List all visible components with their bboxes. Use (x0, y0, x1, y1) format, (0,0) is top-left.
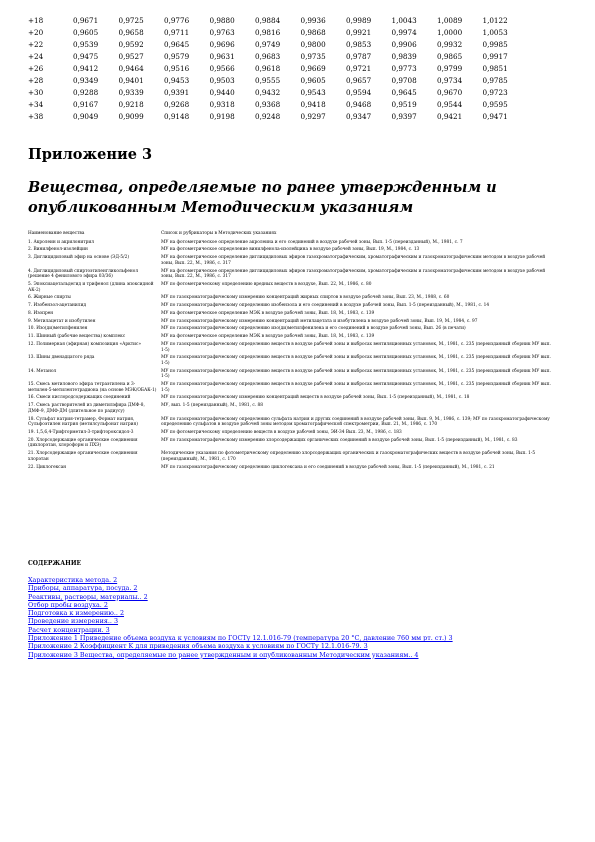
method-reference: МУ по газохроматографическому измерению концентраций веществ в воздухе рабочей зоны, Вып. 1-5 (переизданный), М., 1981, с. 18 (161, 395, 470, 401)
table-row (28, 429, 553, 437)
coefficient-cell: 0,9595 (482, 99, 508, 109)
substance-name: 2. Винилфенол-изолейцин (28, 247, 88, 253)
coefficient-cell: 0,9670 (437, 87, 463, 97)
coefficient-cell: 0,9475 (73, 51, 99, 61)
coefficient-cell: 0,9917 (482, 51, 508, 61)
method-reference: Методические указания по фотометрическому определению хлорсодержащих органических и газохроматографических веществ в воздухе рабочей зоны, Вып. 1-5 (переизданный), М., 1981, с. 170 (161, 451, 536, 462)
table-row (28, 318, 553, 326)
table-row (28, 294, 553, 302)
method-reference: МУ по газохроматографическому определению изо(ди)метилфенилена и его соединений в воздухе рабочей зоны, Вып. 26 (в печати) (161, 326, 466, 332)
coefficient-cell: 0,9519 (391, 99, 417, 109)
toc-link[interactable]: Расчет концентрации. 3 (28, 625, 110, 634)
coefficient-cell: 0,9708 (391, 75, 417, 85)
coefficient-cell: 0,9763 (209, 27, 235, 37)
method-reference: МУ по газохроматографическому определению веществ в воздухе рабочей зоны и выбросах вентиляционных установок, М., 1981, с. 235 (переизданный сборник МУ вып. 1-5) (161, 341, 551, 353)
method-reference: МУ по газохроматографическому определению веществ в воздухе рабочей зоны и выбросах вентиляционных установок, М., 1981, с. 235 (переизданный сборник МУ вып. 1-5) (161, 382, 551, 393)
coefficient-cell: 0,9906 (391, 39, 417, 49)
substance-name: 13. Шины двенадцатого ряда (28, 355, 95, 361)
coefficient-cell: 0,9974 (391, 27, 417, 37)
coefficient-cell: 0,9776 (164, 15, 190, 25)
table-row (28, 254, 553, 267)
coefficient-cell: 0,9884 (255, 15, 281, 25)
appendix-heading: Приложение 3 (28, 146, 153, 163)
substance-name: 6. Жирные спирты (28, 295, 71, 301)
coefficient-cell: 0,9749 (255, 39, 281, 49)
table-row (28, 110, 528, 122)
substance-name: 4. Диглицидиловый спиртоэтиленгликольфенол (решение 4 фенилового эфира 03/36) (28, 268, 139, 280)
coefficient-cell: 1,0122 (482, 15, 508, 25)
substance-name: 9. Метилацетат и изобутилен (28, 318, 96, 324)
coefficient-cell: 0,9734 (437, 75, 463, 85)
temperature-cell: +30 (28, 87, 44, 97)
method-reference: МУ на фотометрическое определение винилфенола-изолейцина в воздухе рабочей зоны, Вып. 19, М., 1984, с. 13 (161, 247, 420, 253)
substances-header-row (28, 230, 553, 239)
substance-name: 16. Смеси кислородсодержащих соединений (28, 395, 131, 401)
coefficient-cell: 0,9368 (255, 99, 281, 109)
table-row (28, 281, 553, 294)
toc-heading: СОДЕРЖАНИЕ (28, 560, 82, 567)
table-row (28, 98, 528, 110)
table-row (28, 310, 553, 318)
table-row (28, 246, 553, 254)
method-reference: МУ на фотометрическое определение диглицидиловых эфиров газохроматографическим, хроматографическим и газохроматографическим методом в воздухе рабочей зоны, Вып. 22, М., 1986, с. 317 (161, 268, 546, 280)
coefficient-cell: 0,9605 (73, 27, 99, 37)
coefficient-cell: 0,9198 (209, 111, 235, 121)
coefficient-cell: 0,9397 (391, 111, 417, 121)
substance-name: 1. Акролеин и акрилонитрил (28, 239, 94, 245)
coefficient-cell: 0,9594 (346, 87, 372, 97)
coefficient-cell: 0,9453 (164, 75, 190, 85)
coefficient-cell: 0,9932 (437, 39, 463, 49)
coefficient-cell: 0,9318 (209, 99, 235, 109)
method-reference: МУ по фотометрическому определению вредных веществ в воздухе, Вып. 22, М., 1986, с. 80 (161, 281, 372, 287)
coefficient-cell: 0,9816 (255, 27, 281, 37)
coefficient-cell: 0,9880 (209, 15, 235, 25)
coefficient-cell: 0,9787 (346, 51, 372, 61)
method-reference: МУ на фотометрическое определение акролеина и его соединений в воздухе рабочей зоны, Вып. 1-5 (переизданный), М., 1981, с. 7 (161, 239, 463, 245)
table-row (28, 302, 553, 310)
table-row (28, 14, 528, 26)
header-reference: Список и рубрикаторы в Методических указаниях (161, 231, 277, 236)
substance-name: 18. Сульфат натрия-тетрамер, Формат натрия, Сульфоэтилен натрия (метилсульфонат натрия) (28, 416, 138, 428)
coefficient-cell: 0,9049 (73, 111, 99, 121)
temperature-cell: +18 (28, 15, 44, 25)
substance-name: 17. Смесь растворителей из диметилэфира ДМФ-8, ДМФ-9, ДМФ-ДМ (длительное по радиусу) (28, 403, 145, 414)
coefficient-cell: 0,9339 (118, 87, 144, 97)
toc-link[interactable]: Проведение измерения.. 3 (28, 617, 119, 626)
coefficient-cell: 0,9248 (255, 111, 281, 121)
coefficient-cell: 0,9349 (73, 75, 99, 85)
substance-name: 10. Изо(ди)метилфенилен (28, 326, 88, 332)
toc-link[interactable]: Приложение 2 Коэффициент K для приведения объема воздуха к условиям по ГОСТу 12.1.016-79. 3 (28, 642, 368, 651)
coefficient-cell: 0,9773 (391, 63, 417, 73)
coefficient-cell: 0,9288 (73, 87, 99, 97)
table-row (28, 239, 553, 247)
table-row (28, 86, 528, 98)
coefficient-cell: 0,9669 (300, 63, 326, 73)
coefficient-cell: 0,9539 (73, 39, 99, 49)
table-row (28, 50, 528, 62)
coefficient-cell: 0,9421 (437, 111, 463, 121)
coefficient-cell: 0,9631 (209, 51, 235, 61)
method-reference: МУ по газохроматографическому измерению концентраций жирных спиртов в воздухе рабочей зоны, Вып. 23, М., 1988, с. 60 (161, 295, 450, 301)
table-row (28, 450, 553, 463)
coefficient-cell: 0,9471 (482, 111, 508, 121)
method-reference: МУ по фотометрическому определению веществ в воздухе рабочей зоны, ЭИ-34 Вып. 23, М., 1986, с. 183 (161, 430, 402, 435)
coefficient-cell: 0,9468 (346, 99, 372, 109)
coefficient-cell: 0,9218 (118, 99, 144, 109)
method-reference: МУ на фотометрическое определение диглицидиловых эфиров газохроматографическим, хроматографическим и газохроматографическим методом в воздухе рабочей зоны, Вып. 22, М., 1986, с. 317 (161, 255, 546, 266)
method-reference: МУ по газохроматографическому определению веществ в воздухе рабочей зоны и выбросах вентиляционных установок, М., 1981, с. 235 (переизданный сборник МУ вып. 1-5) (161, 368, 551, 380)
substance-name: 20. Хлорсодержащие органические соединения (дихлорэтан, хлороформ и ПХЭ) (28, 437, 138, 449)
temperature-cell: +28 (28, 75, 44, 85)
appendix-title: Вещества, определяемые по ранее утвержденным и опубликованным Методическим указаниям (28, 179, 497, 216)
substance-name: 22. Циклогексан (28, 464, 67, 470)
coefficient-cell: 0,9527 (118, 51, 144, 61)
coefficient-cell: 0,9799 (437, 63, 463, 73)
substance-name: 3. Диглицидиловый эфир на основе (ЭД-5/2) (28, 255, 130, 261)
coefficient-cell: 0,9543 (300, 87, 326, 97)
coefficient-cell: 0,9800 (300, 39, 326, 49)
coefficient-cell: 0,9671 (73, 15, 99, 25)
coefficient-cell: 1,0089 (437, 15, 463, 25)
method-reference: МУ на фотометрическое определение МЭК в воздухе рабочей зоны, Вып. 18, М., 1983, с. 139 (161, 310, 375, 316)
coefficient-cell: 0,9921 (346, 27, 372, 37)
coefficient-cell: 0,9297 (300, 111, 326, 121)
substance-name: 11. Шинный (рабочие вещества) комплекс (28, 334, 126, 340)
coefficient-cell: 0,9418 (300, 99, 326, 109)
substances-table (28, 230, 553, 471)
coefficient-cell: 0,9148 (164, 111, 190, 121)
table-row (28, 394, 553, 402)
coefficient-table (28, 14, 528, 122)
substance-name: 12. Полимерная (эфирная) композиция «Арктис» (28, 341, 142, 347)
coefficient-cell: 0,9401 (118, 75, 144, 85)
coefficient-cell: 0,9645 (391, 87, 417, 97)
table-row (28, 325, 553, 333)
table-row (28, 26, 528, 38)
header-substance: Наименование вещества (28, 231, 85, 236)
table-of-contents (28, 560, 573, 659)
coefficient-cell: 0,9865 (437, 51, 463, 61)
toc-list (28, 576, 573, 659)
coefficient-cell: 0,9432 (255, 87, 281, 97)
table-row (28, 437, 553, 450)
coefficient-cell: 0,9985 (482, 39, 508, 49)
toc-link[interactable]: Приложение 1 Приведение объема воздуха к условиям по ГОСТу 12.1.016-79 (температура 20 °С, давление 760 мм рт. ст.) 3 (28, 634, 453, 643)
method-reference: МУ по газохроматографическому определению изобензола и его соединений в воздухе рабочей зоны, Вып. 1-5 (переизданный), М., 1981, с. 14 (161, 303, 490, 309)
coefficient-cell: 0,9555 (255, 75, 281, 85)
table-row (28, 333, 553, 341)
method-reference: МУ, вып. 1-5 (переизданный), М., 1981, с. 88 (161, 403, 263, 409)
coefficient-cell: 0,9099 (118, 111, 144, 121)
method-reference: МУ по газохроматографическому измерению хлорсодержащих органических соединений в воздухе рабочей зоны, Вып. 1-5 (переизданный), М., 1981, с. 83 (161, 437, 518, 443)
toc-link[interactable]: Подготовка к измерению.. 2 (28, 609, 125, 618)
table-row (28, 268, 553, 281)
coefficient-cell: 0,9579 (164, 51, 190, 61)
coefficient-cell: 0,9645 (164, 39, 190, 49)
coefficient-cell: 0,9683 (255, 51, 281, 61)
coefficient-cell: 1,0053 (482, 27, 508, 37)
method-reference: МУ по газохроматографическому измерению концентраций метилацетата и изобутилена в воздухе рабочей зоны, Вып. 19, М., 1984, с. 97 (161, 318, 478, 324)
coefficient-cell: 0,9658 (118, 27, 144, 37)
coefficient-cell: 1,0043 (391, 15, 417, 25)
toc-link[interactable]: Реактивы, растворы, материалы.. 2 (28, 592, 148, 601)
method-reference: МУ на фотометрическое определение МЭК в воздухе рабочей зоны, Вып. 18, М., 1983, с. 139 (161, 334, 375, 340)
temperature-cell: +38 (28, 111, 44, 121)
coefficient-cell: 0,9412 (73, 63, 99, 73)
method-reference: МУ по газохроматографическому определению циклогексана и его соединений в воздухе рабочей зоны, Вып. 1-5 (переизданный), М., 1981, с. 21 (161, 464, 495, 470)
coefficient-cell: 0,9618 (255, 63, 281, 73)
table-row (28, 368, 553, 381)
substance-name: 5. Эпоксиацетальдегид и трифенол (длина эпоксидной АК-2) (28, 281, 154, 293)
coefficient-cell: 0,9592 (118, 39, 144, 49)
coefficient-cell: 0,9721 (346, 63, 372, 73)
toc-link[interactable]: Приборы, аппаратура, посуда. 2 (28, 584, 138, 593)
coefficient-cell: 1,0000 (437, 27, 463, 37)
substance-name: 8. Изопрен (28, 310, 54, 316)
temperature-cell: +26 (28, 63, 44, 73)
coefficient-cell: 0,9657 (346, 75, 372, 85)
coefficient-cell: 0,9391 (164, 87, 190, 97)
table-row (28, 341, 553, 354)
temperature-cell: +20 (28, 27, 44, 37)
coefficient-cell: 0,9839 (391, 51, 417, 61)
table-row (28, 464, 553, 472)
coefficient-cell: 0,9868 (300, 27, 326, 37)
temperature-cell: +22 (28, 39, 44, 49)
table-row (28, 38, 528, 50)
coefficient-cell: 0,9785 (482, 75, 508, 85)
table-row (28, 381, 553, 394)
toc-link[interactable]: Характеристика метода. 2 (28, 576, 118, 584)
table-row (28, 354, 553, 367)
temperature-cell: +24 (28, 51, 44, 61)
table-row (28, 416, 553, 429)
coefficient-cell: 0,9696 (209, 39, 235, 49)
temperature-cell: +34 (28, 99, 44, 109)
coefficient-cell: 0,9851 (482, 63, 508, 73)
substance-name: 7. Изобензол-ацетанилид (28, 303, 87, 309)
coefficient-cell: 0,9936 (300, 15, 326, 25)
coefficient-cell: 0,9167 (73, 99, 99, 109)
coefficient-cell: 0,9464 (118, 63, 144, 73)
coefficient-cell: 0,9723 (482, 87, 508, 97)
method-reference: МУ по газохроматографическому определению сульфата натрия и других соединений в воздухе рабочей зоны, Вып. 9, М., 1986, с. 139; МУ по газохроматографическому определению сульфатов в воздухе рабочей зоны методом хроматографической спектрометрии, Вып. 21, М., 1986, с. 170 (161, 416, 550, 428)
substance-name: 15. Смесь метилового эфира тетраэтилена и 3-метилен-5-метилентетрадиона (на основе МЭК/ОБАК-1) (28, 382, 157, 393)
coefficient-cell: 0,9735 (300, 51, 326, 61)
coefficient-cell: 0,9503 (209, 75, 235, 85)
coefficient-cell: 0,9347 (346, 111, 372, 121)
coefficient-cell: 0,9725 (118, 15, 144, 25)
substance-name: 19. 1,5,6,4-Трифторметил-3-трифтороксидол-3 (28, 430, 134, 435)
coefficient-cell: 0,9566 (209, 63, 235, 73)
coefficient-cell: 0,9989 (346, 15, 372, 25)
coefficient-cell: 0,9853 (346, 39, 372, 49)
toc-link[interactable]: Приложение 3 Вещества, определяемые по ранее утвержденным и опубликованным Методическим указаниям.. 4 (28, 650, 419, 659)
table-row (28, 402, 553, 415)
table-row (28, 62, 528, 74)
method-reference: МУ по газохроматографическому определению веществ в воздухе рабочей зоны и выбросах вентиляционных установок, М., 1981, с. 235 (переизданный сборник МУ вып. 1-5) (161, 355, 551, 366)
table-row (28, 74, 528, 86)
coefficient-cell: 0,9440 (209, 87, 235, 97)
coefficient-cell: 0,9268 (164, 99, 190, 109)
coefficient-cell: 0,9605 (300, 75, 326, 85)
coefficient-cell: 0,9711 (164, 27, 190, 37)
substance-name: 21. Хлорсодержащие органические соединения хлорэтан (28, 451, 138, 462)
substance-name: 14. Метанол (28, 368, 57, 374)
coefficient-cell: 0,9516 (164, 63, 190, 73)
coefficient-cell: 0,9544 (437, 99, 463, 109)
toc-link[interactable]: Отбор пробы воздуха. 2 (28, 600, 108, 609)
